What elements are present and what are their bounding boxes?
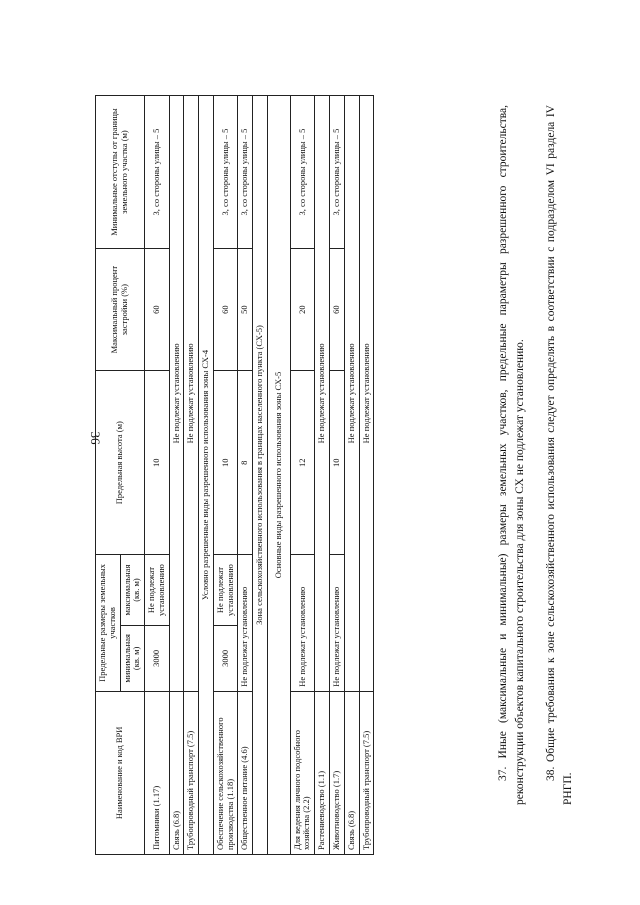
table-row: [330, 96, 345, 855]
header-coverage: Максимальный процент застройки (%): [96, 249, 145, 371]
section-row: [267, 96, 290, 855]
row-coverage: 50: [238, 249, 253, 371]
header-setback: Минимальные отступы от границы земельного участка (м): [96, 96, 145, 249]
row-name: Общественное питание (4.6): [238, 691, 253, 854]
row-setback: 3, со стороны улицы – 5: [238, 96, 253, 249]
table-header-row: [96, 96, 121, 855]
table-row: [213, 96, 238, 855]
zone-cx5-title: Зона сельскохозяйственного использования в границах населенного пункта (СХ-5): [253, 96, 268, 855]
row-name: Животноводство (1.7): [330, 691, 345, 854]
zone-row: [253, 96, 268, 855]
row-name: Растениеводство (1.1): [315, 691, 330, 854]
header-height: Предельная высота (м): [96, 371, 145, 555]
header-max: максимальная (кв. м): [120, 555, 145, 626]
row-size-not-applicable: Не подлежат установлению: [238, 555, 253, 692]
section-cx5-title: Основные виды разрешенного использования зоны СХ-5: [267, 96, 290, 855]
row-coverage: 60: [145, 249, 170, 371]
row-coverage: 60: [330, 249, 345, 371]
row-not-applicable: Не подлежат установлению: [184, 96, 199, 692]
row-name: Связь (6.8): [169, 691, 184, 854]
vri-table: [95, 95, 374, 855]
row-height: 12: [290, 371, 315, 555]
table-row: [344, 96, 359, 855]
row-size-not-applicable: Не подлежат установлению: [290, 555, 315, 692]
row-setback: 3, со стороны улицы – 5: [213, 96, 238, 249]
row-not-applicable: Не подлежат установлению: [359, 96, 374, 692]
row-name: Обеспечение сельскохозяйственного производства (1.18): [213, 691, 238, 854]
row-not-applicable: Не подлежат установлению: [344, 96, 359, 692]
row-name: Связь (6.8): [344, 691, 359, 854]
page-number: 36: [88, 431, 103, 445]
table-row: [184, 96, 199, 855]
table-row: [359, 96, 374, 855]
row-height: 10: [330, 371, 345, 555]
table-row: [315, 96, 330, 855]
row-not-applicable: Не подлежат установлению: [169, 96, 184, 692]
header-name: Наименование и код ВРИ: [96, 691, 145, 854]
section-cx4-title: Условно разрешенные виды разрешенного использования зоны СХ-4: [199, 96, 214, 855]
row-setback: 3, со стороны улицы – 5: [330, 96, 345, 249]
row-max: Не подлежат установлению: [145, 555, 170, 626]
section-row: [199, 96, 214, 855]
row-name: Трубопроводный транспорт (7.5): [359, 691, 374, 854]
row-min: 3000: [145, 625, 170, 691]
rotated-page-content: [95, 45, 615, 865]
table-row: [238, 96, 253, 855]
row-coverage: 60: [213, 249, 238, 371]
row-name: Для ведения личного подсобного хозяйства (2.2): [290, 691, 315, 854]
header-min: минимальная (кв. м): [120, 625, 145, 691]
row-name: Трубопроводный транспорт (7.5): [184, 691, 199, 854]
paragraph-38: 38. Общие требования к зоне сельскохозяйственного использования следует определять в соответствии с подразделом VI раздела IV РНГП.: [545, 105, 574, 805]
header-plot-sizes: Предельные размеры земельных участков: [96, 555, 121, 692]
paragraph-37: 37. Иные (максимальные и минимальные) размеры земельных участков, предельные параметры разрешенного строительства, реконструкции объектов капитального строительства для зоны СХ не подлежат установлению.: [497, 105, 526, 805]
table-row: [145, 96, 170, 855]
row-min: 3000: [213, 625, 238, 691]
row-coverage: 20: [290, 249, 315, 371]
row-height: 8: [238, 371, 253, 555]
row-setback: 3, со стороны улицы – 5: [290, 96, 315, 249]
table-row: [290, 96, 315, 855]
table-row: [169, 96, 184, 855]
row-height: 10: [213, 371, 238, 555]
row-not-applicable: Не подлежат установлению: [315, 96, 330, 692]
row-name: Питомники (1.17): [145, 691, 170, 854]
row-max: Не подлежат установлению: [213, 555, 238, 626]
row-setback: 3, со стороны улицы – 5: [145, 96, 170, 249]
row-height: 10: [145, 371, 170, 555]
row-size-not-applicable: Не подлежат установлению: [330, 555, 345, 692]
